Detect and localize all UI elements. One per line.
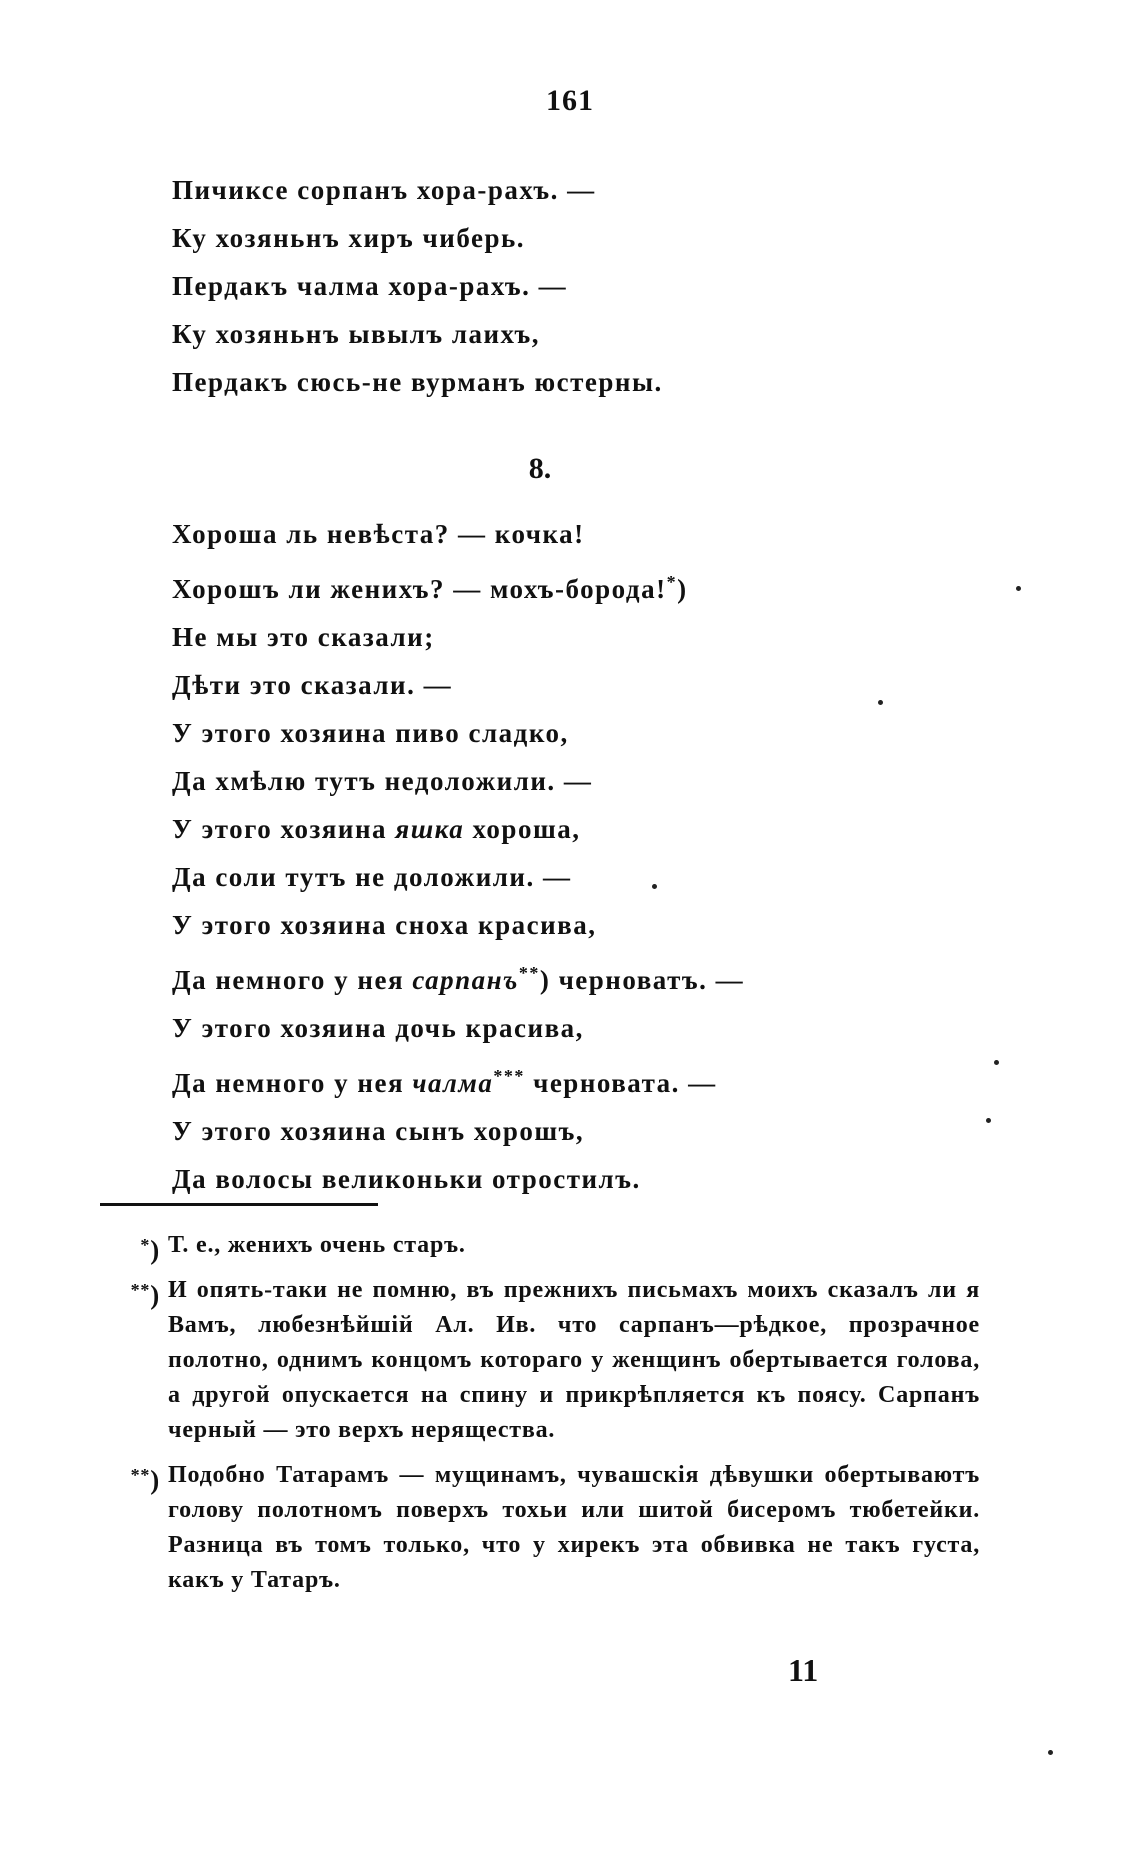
footnote-star: ** <box>130 1280 151 1300</box>
verse-line: У этого хозяина сынъ хорошъ, <box>172 1116 585 1146</box>
verse-block <box>172 166 663 406</box>
signature-mark: 11 <box>788 1652 819 1688</box>
footnote <box>100 1228 980 1263</box>
footnote-ref: *** <box>493 1066 525 1086</box>
print-speck <box>1048 1750 1053 1755</box>
verse-line: Хороша ль невѣста? — кочка! <box>172 519 585 549</box>
verse-line: Не мы это сказали; <box>172 622 435 652</box>
verse-text: черновата. — <box>524 1068 717 1098</box>
footnote-paren: ) <box>150 1280 160 1310</box>
verse-line <box>172 949 744 1004</box>
page-number: 161 <box>546 84 594 117</box>
print-speck <box>986 1118 991 1123</box>
footnote <box>100 1458 980 1598</box>
footnote-text: Подобно Татарамъ — мущинамъ, чувашскiя дѣвушки обертываютъ голову полотномъ поверхъ тохьи или шитой бисеромъ тюбетейки. Разница въ томъ только, что у хирекъ эта обвивка не такъ густа, какъ у Татаръ. <box>168 1462 980 1593</box>
verse-line: Да хмѣлю тутъ недоложили. — <box>172 766 593 796</box>
verse-line: Пердакъ чалма хора-рахъ. — <box>172 271 568 301</box>
verse-line: Ку хозяньнъ ывылъ лаихъ, <box>172 319 541 349</box>
footnotes <box>100 1228 980 1608</box>
section-number: 8. <box>528 452 552 485</box>
verse-text: У этого хозяина <box>172 814 396 844</box>
footnote-divider <box>100 1203 378 1206</box>
verse-text: Да немного у нея <box>172 965 413 995</box>
print-speck <box>878 700 883 705</box>
verse-line: Пичиксе сорпанъ хора-рахъ. — <box>172 175 596 205</box>
verse-text: Да немного у нея <box>172 1068 413 1098</box>
print-speck <box>1016 586 1021 591</box>
verse-line: У этого хозяина сноха красива, <box>172 910 597 940</box>
verse-text: ) черноватъ. — <box>539 965 745 995</box>
italic-word: яшка <box>395 814 465 844</box>
footnote-text: Т. е., женихъ очень старъ. <box>168 1232 466 1258</box>
verse-line: Да соли тутъ не доложили. — <box>172 862 572 892</box>
footnote-marker <box>100 1228 160 1268</box>
verse-line: У этого хозяина пиво сладко, <box>172 718 569 748</box>
footnote-text: И опять-таки не помню, въ прежнихъ письмахъ моихъ сказалъ ли я Вамъ, любезнѣйшiй Ал. Ив. что сарпанъ—рѣдкое, прозрачное полотно, однимъ концомъ котораго у женщинъ обертывается голова, а другой опускается на спину и прикрѣпляется къ поясу. Сарпанъ черный — это верхъ нерящества. <box>168 1277 980 1443</box>
verse-text: Хорошъ ли женихъ? — мохъ-борода! <box>172 574 667 604</box>
footnote <box>100 1273 980 1448</box>
footnote-star: * <box>140 1235 151 1255</box>
verse-text: хороша, <box>464 814 581 844</box>
footnote-marker <box>100 1458 160 1498</box>
verse-line <box>172 805 744 853</box>
footnote-ref: ** <box>518 963 540 983</box>
song-verse <box>172 510 744 1203</box>
footnote-paren: ) <box>150 1465 160 1495</box>
footnote-ref: * <box>666 572 678 592</box>
footnote-marker <box>100 1273 160 1313</box>
footnote-paren: ) <box>150 1235 160 1265</box>
print-speck <box>652 884 657 889</box>
verse-line: Пердакъ сюсь-не вурманъ юстерны. <box>172 367 663 397</box>
footnote-star: ** <box>130 1465 151 1485</box>
verse-line <box>172 1052 744 1107</box>
italic-word: сарпанъ <box>412 965 519 995</box>
verse-line: Да волосы великоньки отростилъ. <box>172 1164 641 1194</box>
verse-line <box>172 558 744 613</box>
verse-line: Дѣти это сказали. — <box>172 670 453 700</box>
verse-line: Ку хозяньнъ хиръ чиберь. <box>172 223 525 253</box>
verse-line: У этого хозяина дочь красива, <box>172 1013 584 1043</box>
print-speck <box>994 1060 999 1065</box>
verse-text: ) <box>677 574 688 604</box>
italic-word: чалма <box>412 1068 494 1098</box>
